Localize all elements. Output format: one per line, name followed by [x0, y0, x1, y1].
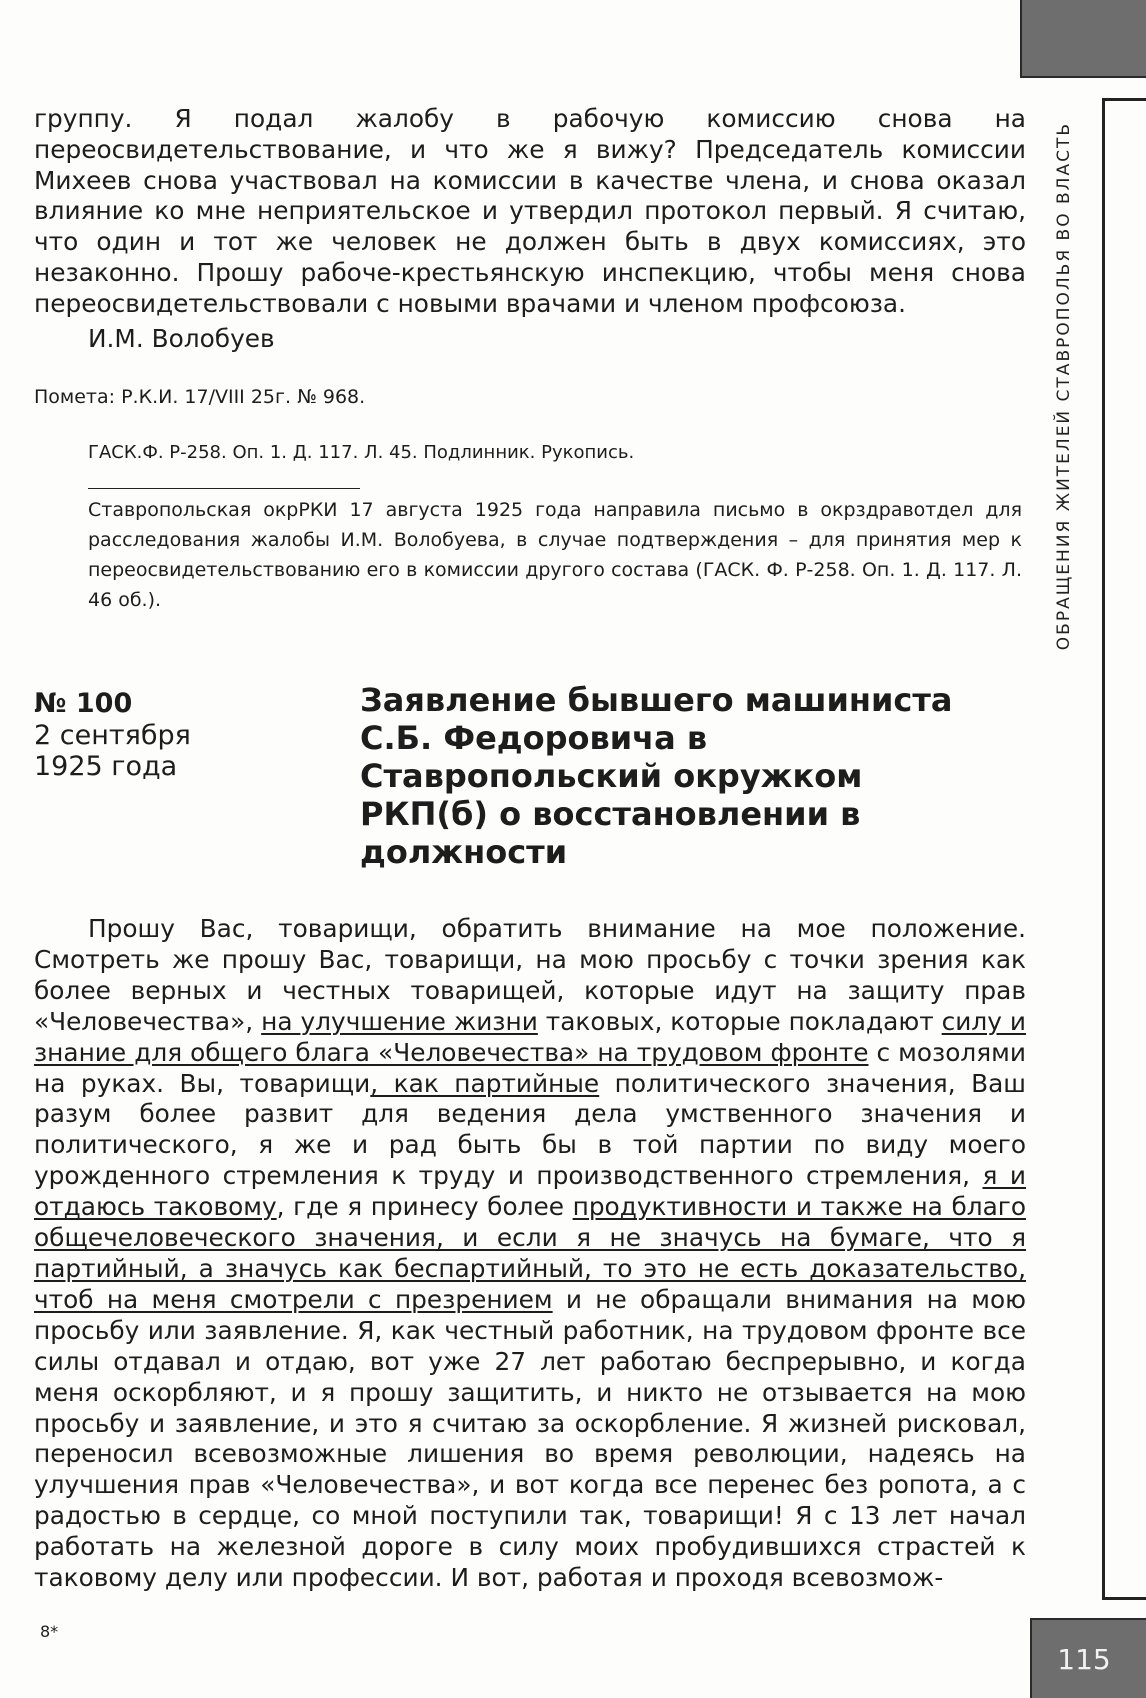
underlined-text: силу и знание для общего блага «Человечества» на трудовом фронте [34, 1006, 1026, 1067]
page-number: 115 [1057, 1642, 1111, 1676]
underlined-text: , как партийные [370, 1068, 600, 1098]
underlined-text: продуктивности и также на благо общечеловеческого значения, и если я не значусь на бумаге, что я партийный, а значусь как беспартийный, то это не есть доказательство, чтоб на меня смотрели с презрением [34, 1192, 1026, 1314]
footnote: Ставропольская окрРКИ 17 августа 1925 года направила письмо в окрздравотдел для расследования жалобы И.М. Волобуева, в случае подтверждения – для принятия мер к переосвидетельствованию его в комиссии другого состава (ГАСК. Ф. Р-258. Оп. 1. Д. 117. Л. 46 об.). [88, 499, 1022, 611]
section-title-text: ОБРАЩЕНИЯ ЖИТЕЛЕЙ СТАВРОПОЛЬЯ ВО ВЛАСТЬ [1054, 121, 1074, 651]
document-body [34, 914, 1026, 1594]
signature: И.М. Волобуев [88, 324, 275, 353]
underlined-text: я и отдаюсь таковому [34, 1161, 1026, 1222]
underlined-text: на улучшение жизни [261, 1006, 538, 1036]
side-frame [1102, 98, 1146, 1600]
body-text: Прошу Вас, товарищи, обратить внимание на мое положение. Смотреть же прошу Вас, товарищи, на мою просьбу с точки зрения как более верных и честных товарищей, которые идут на защиту прав «Человечества», [34, 914, 1026, 1036]
body-text: таковых, которые покладают [537, 1006, 942, 1036]
section-title [1044, 96, 1084, 676]
document-number: № 100 [34, 688, 133, 719]
previous-document-text: группу. Я подал жалобу в рабочую комиссию снова на переосвидетельствование, и что же я вижу? Председатель комиссии Михеев снова участвовал на комиссии в качестве члена, и снова оказал влияние ко мне неприятельское и утвердил протокол первый. Я считаю, что один и тот же человек не должен быть в двух комиссиях, это незаконно. Прошу рабоче-крестьянскую инспекцию, чтобы меня снова переосвидетельствовали с новыми врачами и членом профсоюза. [34, 104, 1026, 318]
header-tab-top [1020, 0, 1146, 78]
body-text: политического значения, Ваш разум более развит для ведения дела умственного значения и политического, я же и рад быть бы в той партии по виду моего урожденного стремления к труду и производственного стремления, [34, 1068, 1026, 1191]
body-text: и не обращали внимания на мою просьбу или заявление. Я, как честный работник, на трудовом фронте все силы отдавал и отдаю, вот уже 27 лет работаю беспрерывно, и когда меня оскорбляют, и я прошу защитить, и никто не отзывается на мою просьбу и заявление, и это я считаю за оскорбление. Я жизней рисковал, переносил всевозможные лишения во время революции, надеясь на улучшения прав «Человечества», и вот когда все перенес без ропота, а с радостью в сердце, со мной поступили так, товарищи! Я с 13 лет начал работать на железной дороге в силу моих пробудившихся страстей к таковому делу или профессии. И вот, работая и проходя всевозмож- [34, 1284, 1026, 1593]
body-text: , где я принесу более [276, 1192, 573, 1222]
footnote-divider [88, 488, 360, 489]
document-title: Заявление бывшего машиниста С.Б. Федоровича в Ставропольский окружком РКП(б) о восстановлении в должности [360, 681, 953, 871]
body-text: с мозолями на руках. Вы, товарищи [34, 1037, 1026, 1098]
page-number-tab [1030, 1618, 1146, 1698]
document-date: 2 сентября 1925 года [34, 720, 191, 782]
signature-mark: 8* [40, 1622, 59, 1641]
archive-reference: ГАСК.Ф. Р-258. Оп. 1. Д. 117. Л. 45. Подлинник. Рукопись. [88, 442, 635, 463]
note-mark: Помета: Р.К.И. 17/VIII 25г. № 968. [34, 386, 366, 408]
